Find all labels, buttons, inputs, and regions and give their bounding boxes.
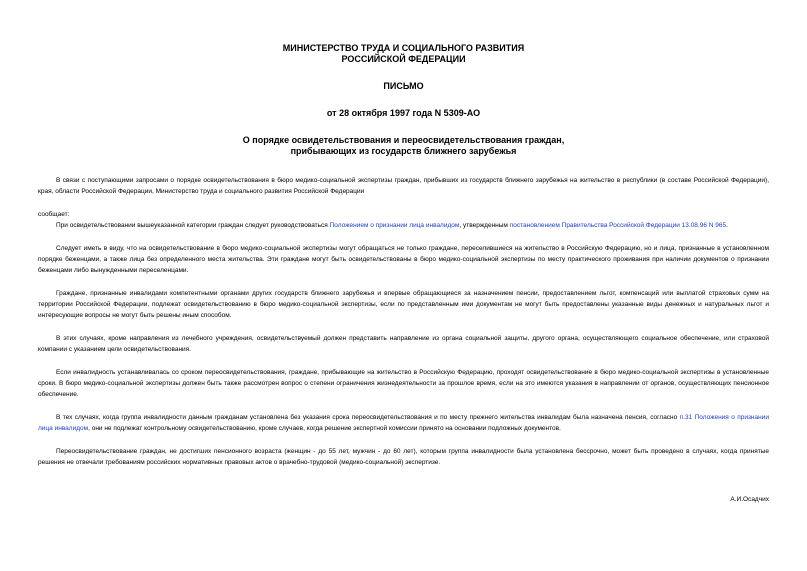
ministry-title	[38, 43, 769, 65]
doc-body	[38, 175, 769, 468]
paragraph-2-text-c: .	[726, 222, 728, 229]
paragraph-1: В связи с поступающими запросами о порядке освидетельствования в бюро медико-социальной экспертизы граждан, прибывших из государств ближнего зарубежья на жительство в республики (в составе Российской Федерации), края, области Российской Федерации, Министерство труда и социального развития Российской Федерации	[38, 177, 769, 195]
doc-subject	[38, 135, 769, 157]
signature: А.И.Осадчих	[730, 496, 769, 503]
link-government-decree[interactable]: постановлением Правительства Российской Федерации 13.08.96 N 965	[509, 222, 727, 229]
paragraph-3: Следует иметь в виду, что на освидетельствование в бюро медико-социальной экспертизы могут обращаться не только граждане, переселившиеся на жительство в Российскую Федерацию, но и лица, признанные в установленном порядке беженцами, а также лица без определенного места жительства. Эти граждане могут быть освидетельствованы в бюро медико-социальной экспертизы по месту практического проживания при наличии документов о признании беженцами либо вынужденными переселенцами.	[38, 245, 769, 274]
paragraph-2-text-b: , утвержденным	[459, 222, 510, 229]
paragraph-8: Переосвидетельствование граждан, не достигших пенсионного возраста (женщин - до 55 лет, мужчин - до 60 лет), которым группа инвалидности была установлена бессрочно, может быть проведено в случаях, когда принятые решения не отвечали требованиям российских нормативных правовых актов о врачебно-трудовой (медико-социальной) экспертизе.	[38, 448, 769, 466]
paragraph-4: Граждане, признанные инвалидами компетентными органами других государств ближнего зарубежья и впервые обращающиеся за назначением пенсии, предоставлением льгот, компенсаций или выплатой страховых сумм на территории Российской Федерации, подлежат освидетельствованию в бюро медико-социальной экспертизы, если по представленным ими документам не могут быть предоставлены указанные виды денежных и натуральных льгот и интересующие вопросы не могут быть решены иным способом.	[38, 290, 769, 319]
paragraph-6: Если инвалидность устанавливалась со сроком переосвидетельствования, граждане, прибывающие на жительство в Российскую Федерацию, проходят освидетельствование в бюро медико-социальной экспертизы в установленные сроки. В бюро медико-социальной экспертизы должен быть также рассмотрен вопрос о степени ограничения жизнедеятельности за прошлое время, если на это имеются указания в направлении от органов, осуществляющих пенсионное обеспечение.	[38, 369, 769, 398]
paragraph-2-lead: сообщает:	[38, 211, 70, 218]
paragraph-7-text-a: В тех случаях, когда группа инвалидности данным гражданам установлена без указания срока переосвидетельствования и по месту прежнего жительства инвалидам была назначена пенсия, согласно	[56, 414, 680, 421]
doc-type: ПИСЬМО	[383, 81, 424, 91]
subject-line-1: О порядке освидетельствования и переосвидетельствования граждан,	[242, 135, 565, 145]
doc-date-number: от 28 октября 1997 года N 5309-АО	[326, 108, 481, 118]
ministry-line-1: МИНИСТЕРСТВО ТРУДА И СОЦИАЛЬНОГО РАЗВИТИЯ	[282, 43, 525, 53]
paragraph-5: В этих случаях, кроме направления из лечебного учреждения, освидетельствуемый должен представить направление из органа социальной защиты, другого органа, осуществляющего социальное обеспечение, или страховой компании с указанием цели освидетельствования.	[38, 335, 769, 353]
paragraph-2-text-a: При освидетельствовании вышеуказанной категории граждан следует руководствоваться	[56, 222, 330, 229]
ministry-line-2: РОССИЙСКОЙ ФЕДЕРАЦИИ	[341, 54, 466, 64]
paragraph-2	[38, 220, 769, 231]
subject-line-2: прибывающих из государств ближнего зарубежья	[290, 146, 517, 156]
link-regulation-disability[interactable]: Положением о признании лица инвалидом	[329, 222, 460, 229]
link-clause-31[interactable]: п.31 Положения о признании лица инвалидом	[38, 414, 769, 432]
paragraph-7-text-b: , они не подлежат контрольному освидетельствованию, кроме случаев, когда решение экспертной комиссии принято на основании подложных документов.	[88, 425, 561, 432]
paragraph-7	[38, 412, 769, 434]
